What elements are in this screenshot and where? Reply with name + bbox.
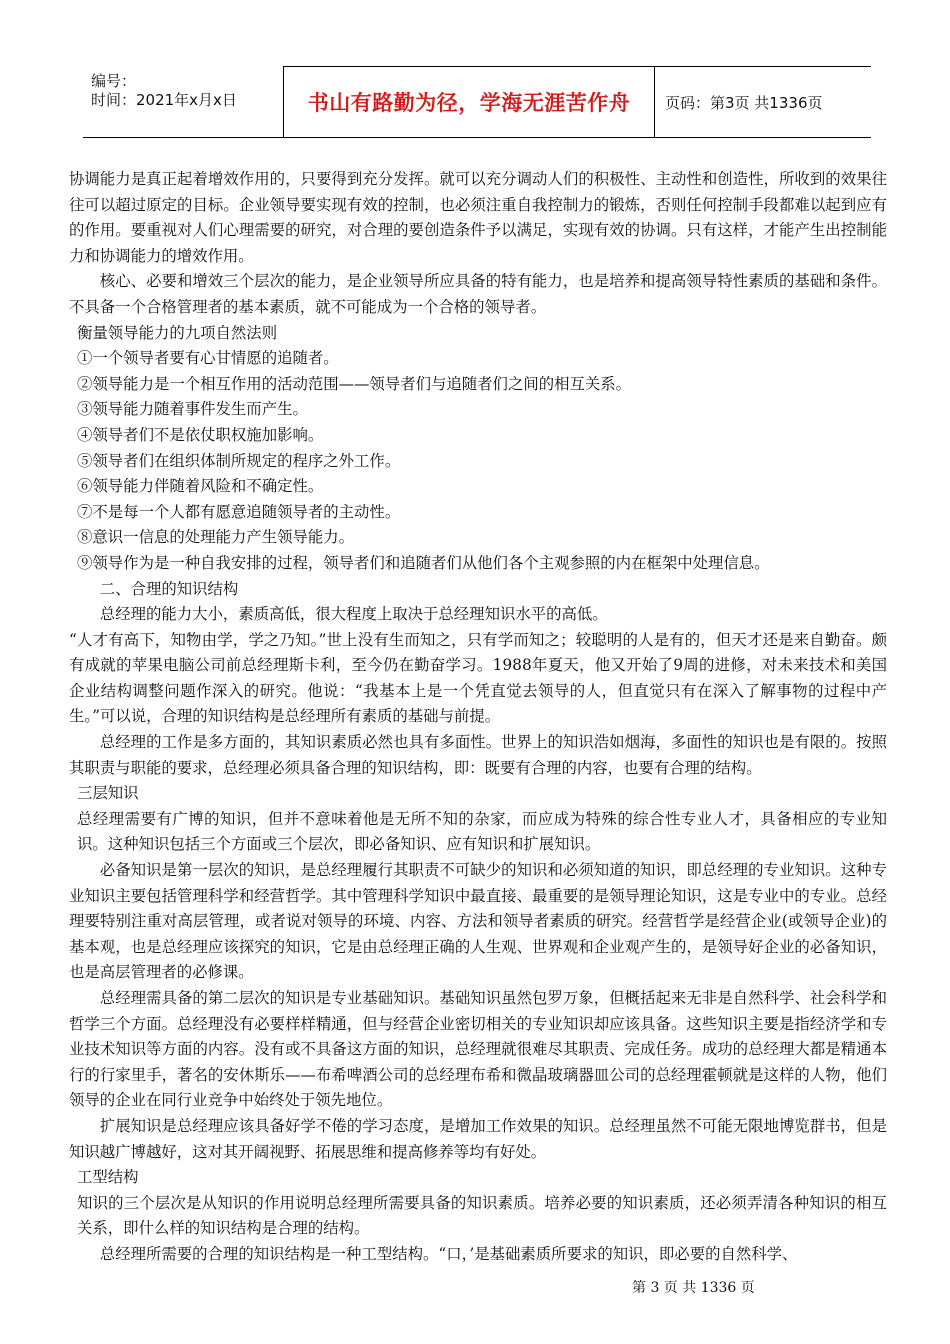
paragraph: “人才有高下，知物由学，学之乃知。”世上没有生而知之，只有学而知之；较聪明的人是有的，但天才还是来自勤奋。颇有成就的苹果电脑公司前总经理斯卡利，至今仍在勤奋学习。1988年夏天，他又开始了9周的进修，对未来技术和美国企业结构调整问题作深入的研究。他说：“我基本上是一个凭直觉去领导的人，但直觉只有在深入了解事物的过程中产生。”可以说，合理的知识结构是总经理所有素质的基础与前提。 xyxy=(69,630,887,726)
paragraph: 总经理的工作是多方面的，其知识素质必然也具有多面性。世界上的知识浩如烟海，多面性的知识也是有限的。按照其职责与职能的要求，总经理必须具备合理的知识结构，即：既要有合理的内容，也要有合理的结构。 xyxy=(69,733,887,777)
paragraph: 必备知识是第一层次的知识，是总经理履行其职责不可缺少的知识和必须知道的知识，即总经理的专业知识。这种专业知识主要包括管理科学和经营哲学。其中管理科学知识中最直接、最重要的是领导理论知识，这是专业中的专业。总经理要特别注重对高层管理，或者说对领导的环境、内容、方法和领导者素质的研究。经营哲学是经营企业(或领导企业)的基本观，也是总经理应该探究的知识，它是由总经理正确的人生观、世界观和企业观产生的，是领导好企业的必备知识，也是高层管理者的必修课。 xyxy=(69,861,887,982)
paragraph: 扩展知识是总经理应该具备好学不倦的学习态度，是增加工作效果的知识。总经理虽然不可能无限地博览群书，但是知识越广博越好，这对其开阔视野、拓展思维和提高修养等均有好处。 xyxy=(69,1116,887,1161)
paragraph: 三层知识 xyxy=(77,784,139,803)
header-motto-cell xyxy=(283,66,655,138)
paragraph: 协调能力是真正起着增效作用的，只要得到充分发挥。就可以充分调动人们的积极性、主动性和创造性，所收到的效果往往可以超过原定的目标。企业领导要实现有效的控制，也必须注重自我控制力的锻炼，否则任何控制手段都难以起到应有的作用。要重视对人们心理需要的研究，对合理的要创造条件予以满足，实现有效的协调。只有这样，才能产生出控制能力和协调能力的增效作用。 xyxy=(69,170,887,265)
header-meta xyxy=(83,66,283,138)
paragraph: 衡量领导能力的九项自然法则 xyxy=(77,323,278,342)
paragraph: ②领导能力是一个相互作用的活动范围——领导者们与追随者们之间的相互关系。 xyxy=(77,374,632,393)
paragraph: ⑦不是每一个人都有愿意追随领导者的主动性。 xyxy=(77,502,401,521)
paragraph: ⑥领导能力伴随着风险和不确定性。 xyxy=(77,477,324,496)
paragraph: 二、合理的知识结构 xyxy=(99,579,239,598)
document-number: 编号： xyxy=(91,72,137,90)
paragraph: 知识的三个层次是从知识的作用说明总经理所需要具备的知识素质。培养必要的知识素质，还必须弄清各种知识的相互关系，即什么样的知识结构是合理的结构。 xyxy=(77,1193,887,1238)
paragraph: 工型结构 xyxy=(77,1168,139,1187)
page-header xyxy=(83,66,871,138)
document-body xyxy=(69,167,887,1268)
paragraph: 总经理需要有广博的知识，但并不意味着他是无所不知的杂家，而应成为特殊的综合性专业人才，具备相应的专业知识。这种知识包括三个方面或三个层次，即必备知识、应有知识和扩展知识。 xyxy=(77,809,887,854)
paragraph: ⑤领导者们在组织体制所规定的程序之外工作。 xyxy=(77,451,401,470)
paragraph: ⑨领导作为是一种自我安排的过程，领导者们和追随者们从他们各个主观参照的内在框架中处理信息。 xyxy=(77,553,770,572)
page-footer: 第 3 页 共 1336 页 xyxy=(632,1280,755,1296)
document-time: 时间：2021年x月x日 xyxy=(91,91,237,109)
paragraph: ③领导能力随着事件发生而产生。 xyxy=(77,400,308,419)
paragraph: 核心、必要和增效三个层次的能力，是企业领导所应具备的特有能力，也是培养和提高领导特性素质的基础和条件。不具备一个合格管理者的基本素质，就不可能成为一个合格的领导者。 xyxy=(69,272,887,316)
paragraph: 总经理需具备的第二层次的知识是专业基础知识。基础知识虽然包罗万象，但概括起来无非是自然科学、社会科学和哲学三个方面。总经理没有必要样样精通，但与经营企业密切相关的专业知识却应该具备。这些知识主要是指经济学和专业技术知识等方面的内容。没有或不具备这方面的知识，总经理就很难尽其职责、完成任务。成功的总经理大都是精通本行的行家里手，著名的安休斯乐——布希啤酒公司的总经理布希和微晶玻璃器皿公司的总经理霍顿就是这样的人物，他们领导的企业在同行业竞争中始终处于领先地位。 xyxy=(69,989,887,1110)
paragraph: ①一个领导者要有心甘情愿的追随者。 xyxy=(77,349,339,368)
paragraph: 总经理的能力大小，素质高低，很大程度上取决于总经理知识水平的高低。 xyxy=(99,605,608,624)
paragraph: ⑧意识一信息的处理能力产生领导能力。 xyxy=(77,528,355,547)
header-page-cell xyxy=(655,66,871,138)
header-motto: 书山有路勤为径，学海无涯苦作舟 xyxy=(307,91,631,115)
paragraph: 总经理所需要的合理的知识结构是一种工型结构。“口，’是基础素质所要求的知识，即必要的自然科学、 xyxy=(99,1244,798,1263)
paragraph: ④领导者们不是依仗职权施加影响。 xyxy=(77,425,324,444)
header-page-info: 页码：第3页 共1336页 xyxy=(665,93,823,112)
